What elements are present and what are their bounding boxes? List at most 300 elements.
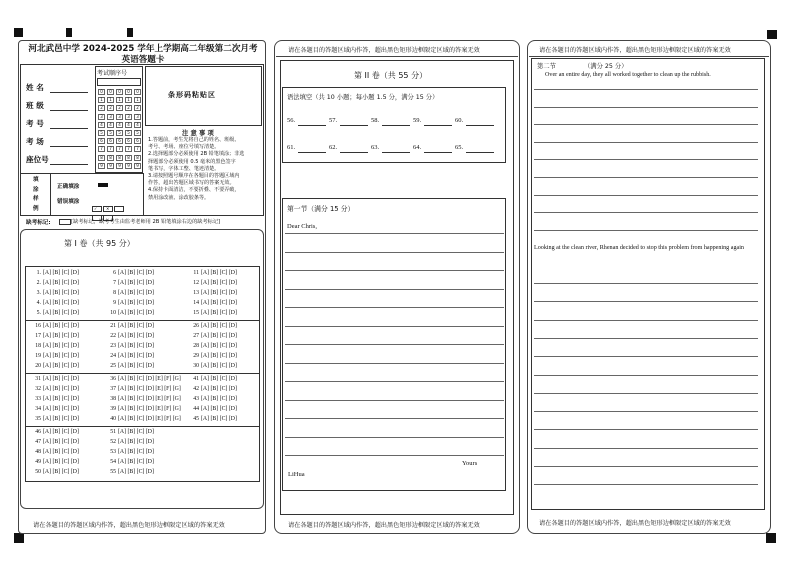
- mc-question-row[interactable]: [104, 449, 154, 455]
- exam-number-bubble[interactable]: 8: [116, 155, 123, 161]
- exam-number-bubble[interactable]: 7: [107, 146, 114, 152]
- mc-options[interactable]: [A] [B] [C] [D]: [43, 333, 79, 339]
- mc-question-row[interactable]: [187, 333, 237, 339]
- exam-number-write-row: [97, 78, 141, 86]
- mc-question-row[interactable]: [29, 469, 79, 475]
- warning-header-right: 请在各题目的答题区域内作答，超出黑色矩形边框限定区域的答案无效: [539, 47, 731, 54]
- absent-checkbox[interactable]: [59, 219, 71, 225]
- mc-options[interactable]: [A] [B] [C] [D]: [43, 300, 79, 306]
- exam-number-bubble[interactable]: 3: [116, 114, 123, 120]
- exam-number-bubble[interactable]: 1: [98, 97, 105, 103]
- exam-number-bubble[interactable]: 7: [125, 146, 132, 152]
- mc-options[interactable]: [A] [B] [C] [D]: [118, 439, 154, 445]
- section2-score: （满分 25 分）: [584, 63, 628, 70]
- mc-options[interactable]: [A] [B] [C] [D]: [201, 416, 237, 422]
- header-rule: [529, 56, 769, 57]
- mc-question-number: 42: [193, 386, 199, 392]
- vchar: 涂: [33, 186, 39, 193]
- exam-number-bubble[interactable]: 9: [134, 163, 141, 169]
- writing-line[interactable]: [534, 212, 758, 213]
- mc-question-number: 50: [35, 469, 41, 475]
- mc-question-row[interactable]: [187, 310, 237, 316]
- mc-question-number: 22: [110, 333, 116, 339]
- grammar-blank-input[interactable]: [424, 152, 452, 153]
- exam-number-bubble[interactable]: 6: [107, 138, 114, 144]
- writing-line[interactable]: [285, 418, 504, 419]
- exam-number-bubble[interactable]: 4: [107, 122, 114, 128]
- exam-number-bubble[interactable]: 4: [134, 122, 141, 128]
- mc-question-number: 2.: [36, 280, 41, 286]
- grammar-blank-input[interactable]: [298, 152, 326, 153]
- vchar: 样: [33, 196, 39, 202]
- wrong-fill-label: 错误填涂: [57, 199, 80, 205]
- mc-question-number: 23: [110, 343, 116, 349]
- exam-number-bubble[interactable]: 0: [116, 89, 123, 95]
- mc-options[interactable]: [A] [B] [C] [D]: [43, 270, 79, 276]
- mc-question-row[interactable]: [104, 429, 154, 435]
- writing-line[interactable]: [534, 320, 758, 321]
- writing-line[interactable]: [285, 326, 504, 327]
- mc-question-row[interactable]: [29, 459, 79, 465]
- mc-options[interactable]: [A] [B] [C] [D]: [201, 290, 237, 296]
- exam-number-bubble[interactable]: 2: [134, 105, 141, 111]
- mc-question-row[interactable]: [29, 323, 79, 329]
- mc-question-number: 33: [35, 396, 41, 402]
- mc-question-number: 10: [110, 310, 116, 316]
- mc-question-row[interactable]: [187, 280, 237, 286]
- mc-question-number: 5.: [36, 310, 41, 316]
- writing-line[interactable]: [534, 230, 758, 231]
- mc-question-number: 28: [193, 343, 199, 349]
- mc-options[interactable]: [A] [B] [C] [D]: [43, 416, 79, 422]
- mc-options[interactable]: [A] [B] [C] [D]: [201, 406, 237, 412]
- mc-options[interactable]: [A] [B] [C] [D]: [43, 469, 79, 475]
- notice-line: 禁用涂改液、涂改胶条等。: [148, 194, 210, 201]
- registration-mark: [14, 533, 24, 543]
- registration-mark: [127, 28, 133, 37]
- writing-line[interactable]: [534, 124, 758, 125]
- mc-question-row[interactable]: [29, 439, 79, 445]
- mc-question-row[interactable]: [104, 396, 181, 402]
- mc-options[interactable]: [A] [B] [C] [D]: [43, 363, 79, 369]
- mc-question-row[interactable]: [104, 323, 154, 329]
- mc-options[interactable]: [A] [B] [C] [D]: [201, 386, 237, 392]
- fill-example-vertical-label: [33, 176, 39, 214]
- field-seat-input[interactable]: [50, 164, 88, 165]
- mc-question-number: 43: [193, 396, 199, 402]
- mc-question-number: 29: [193, 353, 199, 359]
- mc-question-number: 51: [110, 429, 116, 435]
- mc-options[interactable]: [A] [B] [C] [D]: [118, 469, 154, 475]
- mc-options[interactable]: [A] [B] [C] [D]: [118, 449, 154, 455]
- continuation-prompt-2: Looking at the clean river, Rhenan decided to stop this problem from happening again: [534, 245, 744, 251]
- mc-options[interactable]: [A] [B] [C] [D]: [201, 376, 237, 382]
- mc-question-number: 31: [35, 376, 41, 382]
- closing: Yours: [462, 460, 478, 467]
- exam-number-bubble[interactable]: 9: [125, 163, 132, 169]
- mc-options[interactable]: [A] [B] [C] [D]: [118, 363, 154, 369]
- continuation-prompt-1: Over an entire day, they all worked together to clean up the rubbish.: [545, 72, 711, 78]
- writing-line[interactable]: [285, 289, 504, 290]
- mc-question-row[interactable]: [104, 270, 154, 276]
- mc-options[interactable]: [A] [B] [C] [D] [E] [F] [G]: [118, 416, 181, 422]
- notice-line: 3.请按照题号顺序在各题目的答题区域内: [148, 173, 240, 180]
- writing-line[interactable]: [534, 429, 758, 430]
- mc-question-row[interactable]: [187, 416, 237, 422]
- writing-line[interactable]: [534, 338, 758, 339]
- mc-question-row[interactable]: [104, 469, 154, 475]
- exam-number-bubble[interactable]: 5: [134, 130, 141, 136]
- mc-question-row[interactable]: [104, 459, 154, 465]
- mc-options[interactable]: [A] [B] [C] [D]: [43, 343, 79, 349]
- mc-question-number: 44: [193, 406, 199, 412]
- mc-question-row[interactable]: [104, 363, 154, 369]
- mc-question-row[interactable]: [104, 300, 154, 306]
- exam-number-bubble[interactable]: 4: [116, 122, 123, 128]
- field-name-input[interactable]: [50, 92, 88, 93]
- grammar-blank-label: 56.: [287, 117, 296, 124]
- warning-header-middle: 请在各题目的答题区域内作答，超出黑色矩形边框限定区域的答案无效: [288, 47, 480, 54]
- mc-options[interactable]: [A] [B] [C] [D]: [43, 353, 79, 359]
- mc-question-row[interactable]: [187, 376, 237, 382]
- mc-options[interactable]: [A] [B] [C] [D]: [118, 290, 154, 296]
- mc-options[interactable]: [A] [B] [C] [D]: [118, 353, 154, 359]
- writing-line[interactable]: [534, 107, 758, 108]
- exam-number-bubble[interactable]: 1: [116, 97, 123, 103]
- exam-number-bubble[interactable]: 8: [107, 155, 114, 161]
- mc-options[interactable]: [A] [B] [C] [D]: [118, 300, 154, 306]
- header-rule: [276, 56, 518, 57]
- mc-options[interactable]: [A] [B] [C] [D]: [118, 310, 154, 316]
- exam-number-bubble[interactable]: 4: [98, 122, 105, 128]
- mc-question-number: 35: [35, 416, 41, 422]
- field-room-label: 考 场: [26, 137, 44, 146]
- mc-options[interactable]: [A] [B] [C] [D]: [201, 300, 237, 306]
- writing-line[interactable]: [534, 411, 758, 412]
- exam-number-bubble[interactable]: 1: [125, 97, 132, 103]
- mc-question-row[interactable]: [29, 343, 79, 349]
- exam-number-label: 考试顺序号: [97, 70, 128, 77]
- mc-question-row[interactable]: [187, 270, 237, 276]
- writing-line[interactable]: [534, 466, 758, 467]
- mc-question-row[interactable]: [29, 290, 79, 296]
- warning-footer-right: 请在各题目的答题区域内作答，超出黑色矩形边框限定区域的答案无效: [539, 520, 731, 527]
- writing-line[interactable]: [285, 270, 504, 271]
- mc-question-number: 4.: [36, 300, 41, 306]
- mc-question-number: 25: [110, 363, 116, 369]
- field-seat-label: 座位号: [26, 155, 49, 164]
- mc-question-number: 30: [193, 363, 199, 369]
- exam-number-bubble[interactable]: 1: [107, 97, 114, 103]
- writing-line[interactable]: [285, 363, 504, 364]
- writing-line[interactable]: [285, 344, 504, 345]
- vchar: 例: [33, 205, 39, 212]
- mc-question-number: 17: [35, 333, 41, 339]
- grammar-blank-input[interactable]: [340, 152, 368, 153]
- mc-options[interactable]: [A] [B] [C] [D]: [118, 429, 154, 435]
- notice-line: 笔书写，字体工整、笔迹清楚。: [148, 165, 220, 172]
- mc-question-row[interactable]: [29, 376, 79, 382]
- mc-options[interactable]: [A] [B] [C] [D]: [43, 449, 79, 455]
- barcode-label: 条形码粘贴区: [168, 91, 216, 99]
- notice-line: 4.保持卡面清洁，不要折叠、不要弄破，: [148, 187, 240, 194]
- mc-question-number: 11: [193, 270, 199, 276]
- mc-question-row[interactable]: [187, 353, 237, 359]
- mc-options[interactable]: [A] [B] [C] [D]: [201, 270, 237, 276]
- grammar-blank-label: 65.: [455, 144, 464, 151]
- mc-question-row[interactable]: [29, 429, 79, 435]
- exam-number-bubble[interactable]: 7: [98, 146, 105, 152]
- mc-question-row[interactable]: [29, 280, 79, 286]
- writing-line[interactable]: [534, 177, 758, 178]
- mc-options[interactable]: [A] [B] [C] [D]: [43, 280, 79, 286]
- mc-question-row[interactable]: [29, 333, 79, 339]
- mc-question-row[interactable]: [29, 310, 79, 316]
- exam-number-bubble[interactable]: 5: [107, 130, 114, 136]
- exam-number-bubble[interactable]: 3: [107, 114, 114, 120]
- notice-line: 1.答题前，考生先将自己的姓名、班级、: [148, 137, 240, 143]
- mc-options[interactable]: [A] [B] [C] [D]: [118, 270, 154, 276]
- mc-question-number: 55: [110, 469, 116, 475]
- mc-question-row[interactable]: [29, 416, 79, 422]
- exam-number-bubble[interactable]: 8: [98, 155, 105, 161]
- mc-question-number: 46: [35, 429, 41, 435]
- mc-options[interactable]: [A] [B] [C] [D] [E] [F] [G]: [118, 376, 181, 382]
- salutation: Dear Chris,: [287, 223, 317, 230]
- mc-options[interactable]: [A] [B] [C] [D]: [43, 459, 79, 465]
- mc-options[interactable]: [A] [B] [C] [D]: [43, 439, 79, 445]
- mc-options[interactable]: [A] [B] [C] [D]: [201, 310, 237, 316]
- mc-question-number: 53: [110, 449, 116, 455]
- mc-question-row[interactable]: [29, 363, 79, 369]
- exam-number-bubble[interactable]: 9: [98, 163, 105, 169]
- mc-question-number: 18: [35, 343, 41, 349]
- mc-options[interactable]: [A] [B] [C] [D] [E] [F] [G]: [118, 396, 181, 402]
- mc-question-row[interactable]: [104, 376, 181, 382]
- field-name-label: 姓 名: [26, 83, 44, 92]
- exam-number-bubble[interactable]: 6: [98, 138, 105, 144]
- mc-question-number: 13: [193, 290, 199, 296]
- mc-question-row[interactable]: [104, 280, 154, 286]
- field-class-input[interactable]: [50, 110, 88, 111]
- mc-question-row[interactable]: [104, 343, 154, 349]
- exam-number-bubble[interactable]: 0: [107, 89, 114, 95]
- mc-question-row[interactable]: [104, 290, 154, 296]
- part2-title: 第 II 卷（共 55 分）: [354, 71, 428, 80]
- mc-question-row[interactable]: [29, 386, 79, 392]
- mc-options[interactable]: [A] [B] [C] [D] [E] [F] [G]: [118, 386, 181, 392]
- mc-options[interactable]: [A] [B] [C] [D]: [43, 323, 79, 329]
- exam-number-bubble[interactable]: 1: [134, 97, 141, 103]
- mc-question-number: 49: [35, 459, 41, 465]
- mc-question-number: 37: [110, 386, 116, 392]
- mc-question-row[interactable]: [187, 396, 237, 402]
- writing-line[interactable]: [534, 375, 758, 376]
- writing-line[interactable]: [285, 307, 504, 308]
- writing-line[interactable]: [534, 484, 758, 485]
- mc-question-row[interactable]: [187, 386, 237, 392]
- notice-line: 择题部分必须使用 0.5 毫米的黑色签字: [148, 158, 236, 165]
- exam-number-bubble[interactable]: 6: [134, 138, 141, 144]
- exam-number-bubble[interactable]: 7: [134, 146, 141, 152]
- writing-line[interactable]: [285, 455, 504, 456]
- signature: LiHua: [288, 471, 305, 478]
- mc-question-row[interactable]: [104, 333, 154, 339]
- mc-options[interactable]: [A] [B] [C] [D]: [201, 343, 237, 349]
- mc-options[interactable]: [A] [B] [C] [D]: [118, 343, 154, 349]
- grammar-blank-input[interactable]: [466, 125, 494, 126]
- fill-example-divider: [50, 173, 51, 216]
- absent-note: [缺考标记，缺考考生由监考老师用 2B 铅笔填涂右边的缺考标记]: [71, 219, 221, 225]
- mc-divider: [25, 320, 260, 321]
- exam-number-bubble[interactable]: 0: [125, 89, 132, 95]
- mc-options[interactable]: [A] [B] [C] [D]: [43, 310, 79, 316]
- mc-question-row[interactable]: [187, 290, 237, 296]
- exam-number-bubble[interactable]: 2: [116, 105, 123, 111]
- exam-number-bubble[interactable]: 4: [125, 122, 132, 128]
- grammar-blank-label: 57.: [329, 117, 338, 124]
- mc-divider: [25, 426, 260, 427]
- mc-question-row[interactable]: [187, 343, 237, 349]
- grammar-blank-input[interactable]: [382, 152, 410, 153]
- mc-question-row[interactable]: [104, 310, 154, 316]
- mc-question-row[interactable]: [29, 353, 79, 359]
- registration-mark: [66, 28, 72, 37]
- exam-number-bubble[interactable]: 5: [116, 130, 123, 136]
- field-room-input[interactable]: [50, 146, 88, 147]
- section2-title: 第二节: [537, 63, 556, 70]
- mc-question-row[interactable]: [29, 270, 79, 276]
- writing-line[interactable]: [285, 437, 504, 438]
- grammar-blank-input[interactable]: [382, 125, 410, 126]
- writing-line[interactable]: [534, 448, 758, 449]
- registration-mark: [767, 30, 777, 39]
- writing-line[interactable]: [534, 89, 758, 90]
- writing-line[interactable]: [534, 142, 758, 143]
- mc-options[interactable]: [A] [B] [C] [D]: [43, 406, 79, 412]
- grammar-blank-label: 63.: [371, 144, 380, 151]
- exam-number-bubble[interactable]: 2: [125, 105, 132, 111]
- mc-question-number: 48: [35, 449, 41, 455]
- writing-line[interactable]: [534, 195, 758, 196]
- mc-options[interactable]: [A] [B] [C] [D]: [201, 353, 237, 359]
- mc-question-number: 32: [35, 386, 41, 392]
- exam-number-bubble[interactable]: 6: [125, 138, 132, 144]
- exam-number-bubble[interactable]: 9: [107, 163, 114, 169]
- mc-options[interactable]: [A] [B] [C] [D]: [201, 323, 237, 329]
- mc-question-number: 41: [193, 376, 199, 382]
- mc-question-row[interactable]: [104, 386, 181, 392]
- notice-text: [148, 137, 264, 202]
- exam-number-bubble[interactable]: 3: [98, 114, 105, 120]
- exam-number-bubble[interactable]: 7: [116, 146, 123, 152]
- mc-question-number: 3.: [36, 290, 41, 296]
- writing-line[interactable]: [534, 301, 758, 302]
- mc-question-row[interactable]: [187, 363, 237, 369]
- mc-question-row[interactable]: [104, 439, 154, 445]
- exam-number-bubble[interactable]: 5: [98, 130, 105, 136]
- exam-number-bubble[interactable]: 8: [125, 155, 132, 161]
- grammar-blank-input[interactable]: [466, 152, 494, 153]
- mc-question-row[interactable]: [187, 323, 237, 329]
- field-id-label: 考 号: [26, 119, 44, 128]
- mc-question-number: 47: [35, 439, 41, 445]
- exam-number-bubble[interactable]: 3: [134, 114, 141, 120]
- mc-question-number: 39: [110, 406, 116, 412]
- field-id-input[interactable]: [50, 128, 88, 129]
- mc-question-row[interactable]: [187, 300, 237, 306]
- writing-line[interactable]: [534, 393, 758, 394]
- mc-options[interactable]: [A] [B] [C] [D]: [118, 459, 154, 465]
- mc-question-number: 8: [113, 290, 116, 296]
- mc-question-row[interactable]: [29, 406, 79, 412]
- exam-number-bubble[interactable]: 9: [116, 163, 123, 169]
- writing2-box: [531, 58, 765, 510]
- absent-label: 缺考标记:: [26, 220, 51, 226]
- exam-number-bubble[interactable]: 0: [98, 89, 105, 95]
- exam-number-bubble[interactable]: 8: [134, 155, 141, 161]
- exam-number-bubble[interactable]: 3: [125, 114, 132, 120]
- mc-options[interactable]: [A] [B] [C] [D]: [118, 280, 154, 286]
- writing-line[interactable]: [534, 159, 758, 160]
- mc-question-row[interactable]: [187, 406, 237, 412]
- mc-options[interactable]: [A] [B] [C] [D]: [201, 396, 237, 402]
- mc-options[interactable]: [A] [B] [C] [D]: [201, 363, 237, 369]
- mc-options[interactable]: [A] [B] [C] [D]: [201, 333, 237, 339]
- mc-question-row[interactable]: [29, 300, 79, 306]
- mc-question-row[interactable]: [29, 396, 79, 402]
- exam-number-bubble[interactable]: 2: [98, 105, 105, 111]
- writing-line[interactable]: [534, 356, 758, 357]
- mc-options[interactable]: [A] [B] [C] [D]: [118, 323, 154, 329]
- mc-options[interactable]: [A] [B] [C] [D] [E] [F] [G]: [118, 406, 181, 412]
- grammar-blank-label: 61.: [287, 144, 296, 151]
- grammar-blank-label: 64.: [413, 144, 422, 151]
- writing-line[interactable]: [285, 400, 504, 401]
- grammar-blank-input[interactable]: [424, 125, 452, 126]
- mc-options[interactable]: [A] [B] [C] [D]: [43, 429, 79, 435]
- grammar-blank-input[interactable]: [340, 125, 368, 126]
- mc-question-number: 6: [113, 270, 116, 276]
- mc-options[interactable]: [A] [B] [C] [D]: [43, 396, 79, 402]
- grammar-blank-label: 60.: [455, 117, 464, 124]
- exam-title: 河北武邑中学 2024-2025 学年上学期高二年级第二次月考: [28, 44, 258, 54]
- mc-options[interactable]: [A] [B] [C] [D]: [201, 280, 237, 286]
- mc-question-row[interactable]: [104, 416, 181, 422]
- warning-footer-middle: 请在各题目的答题区域内作答，超出黑色矩形边框限定区域的答案无效: [288, 522, 480, 529]
- exam-number-bubble[interactable]: 0: [134, 89, 141, 95]
- notice-line: 考号、考场、座位号填写清楚。: [148, 144, 220, 151]
- grammar-blank-input[interactable]: [298, 125, 326, 126]
- exam-number-bubble[interactable]: 6: [116, 138, 123, 144]
- writing-line[interactable]: [285, 381, 504, 382]
- writing-line[interactable]: [534, 283, 758, 284]
- mc-options[interactable]: [A] [B] [C] [D]: [43, 290, 79, 296]
- mc-options[interactable]: [A] [B] [C] [D]: [43, 386, 79, 392]
- exam-number-bubble[interactable]: 5: [125, 130, 132, 136]
- exam-number-bubble[interactable]: 2: [107, 105, 114, 111]
- mc-question-row[interactable]: [104, 406, 181, 412]
- mc-question-row[interactable]: [104, 353, 154, 359]
- mc-question-number: 27: [193, 333, 199, 339]
- mc-question-row[interactable]: [29, 449, 79, 455]
- mc-question-number: 36: [110, 376, 116, 382]
- mc-options[interactable]: [A] [B] [C] [D]: [43, 376, 79, 382]
- writing-line[interactable]: [285, 233, 504, 234]
- mc-question-number: 26: [193, 323, 199, 329]
- writing-line[interactable]: [285, 252, 504, 253]
- mc-options[interactable]: [A] [B] [C] [D]: [118, 333, 154, 339]
